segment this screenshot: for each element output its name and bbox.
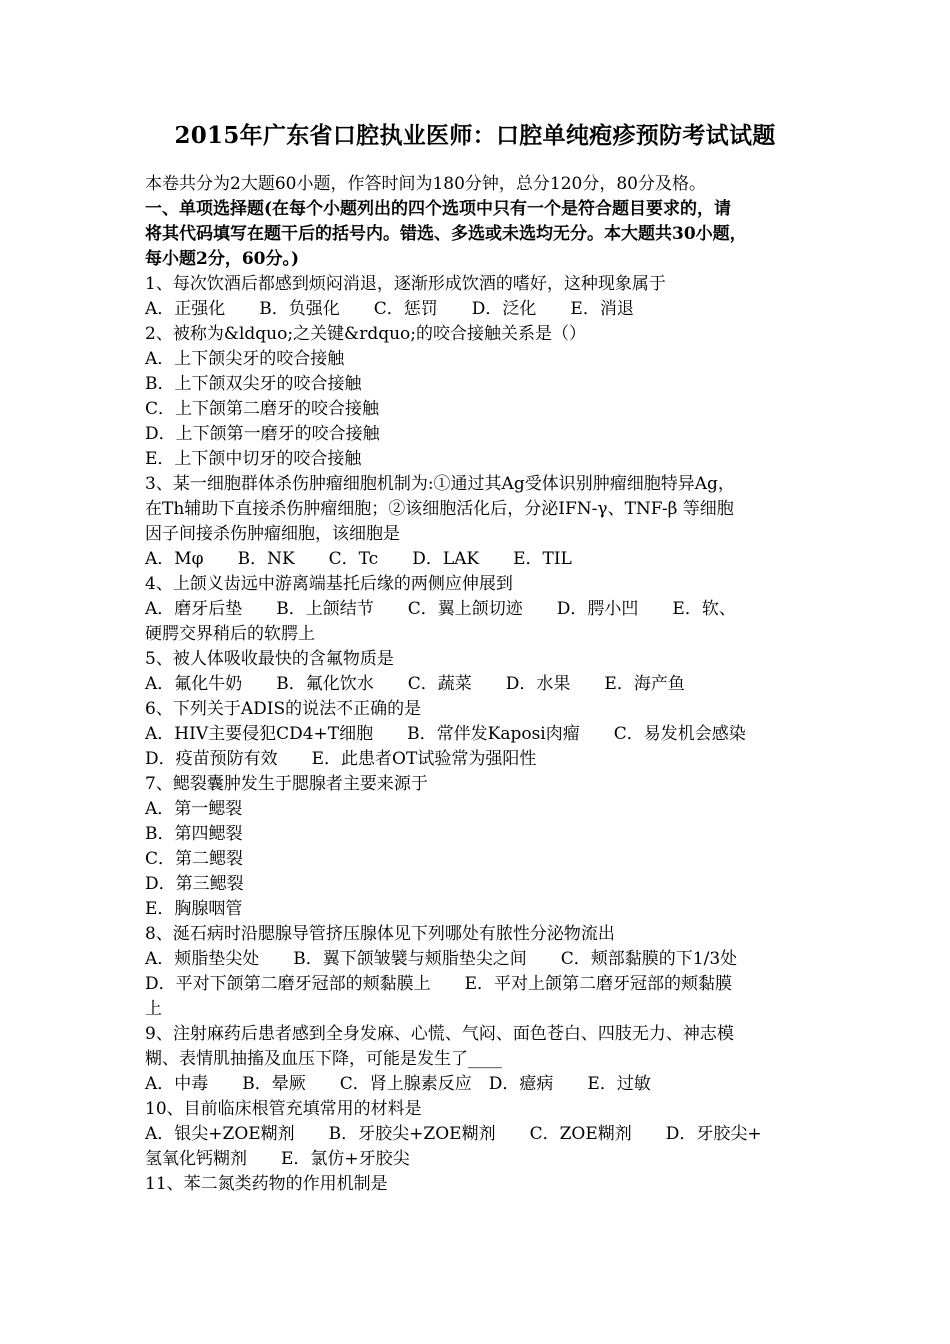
option-line: C．上下颌第二磨牙的咬合接触 [145, 399, 380, 419]
option-line: D．上下颌第一磨牙的咬合接触 [145, 424, 380, 444]
question-line: 1、每次饮酒后都感到烦闷消退，逐渐形成饮酒的嗜好，这种现象属于 [145, 274, 666, 294]
question-line: 2、被称为&ldquo;之关键&rdquo;的咬合接触关系是（） [145, 324, 586, 344]
option-line: B．上下颌双尖牙的咬合接触 [145, 374, 362, 394]
question-line: 10、目前临床根管充填常用的材料是 [145, 1099, 422, 1119]
section-heading-line: 一、单项选择题(在每个小题列出的四个选项中只有一个是符合题目要求的，请 [145, 199, 732, 219]
option-line: 硬腭交界稍后的软腭上 [145, 624, 315, 644]
option-line: C．第二鳃裂 [145, 849, 244, 869]
question-line: 5、被人体吸收最快的含氟物质是 [145, 649, 394, 669]
question-line: 7、鳃裂囊肿发生于腮腺者主要来源于 [145, 774, 428, 794]
option-line: A．Mφ B．NK C．Tc D．LAK E．TIL [145, 549, 572, 569]
document-title: 2015年广东省口腔执业医师：口腔单纯疱疹预防考试试题 [174, 122, 776, 149]
question-line: 在Th辅助下直接杀伤肿瘤细胞；②该细胞活化后，分泌IFN-γ、TNF-β 等细胞 [145, 499, 734, 519]
question-line: 11、苯二氮类药物的作用机制是 [145, 1174, 388, 1194]
option-line: A．上下颌尖牙的咬合接触 [145, 349, 345, 369]
option-line: E．胸腺咽管 [145, 899, 243, 919]
question-line: 6、下列关于ADIS的说法不正确的是 [145, 699, 422, 719]
option-line: B．第四鳃裂 [145, 824, 243, 844]
question-line: 8、涎石病时沿腮腺导管挤压腺体见下列哪处有脓性分泌物流出 [145, 924, 615, 944]
question-line: 糊、表情肌抽搐及血压下降，可能是发生了____ [145, 1049, 502, 1069]
intro-text: 本卷共分为2大题60小题，作答时间为180分钟，总分120分，80分及格。 [145, 174, 706, 194]
option-line: A．HIV主要侵犯CD4+T细胞 B．常伴发Kaposi肉瘤 C．易发机会感染 [145, 724, 746, 744]
option-line: D．第三鳃裂 [145, 874, 244, 894]
option-line: A．正强化 B．负强化 C．惩罚 D．泛化 E．消退 [145, 299, 634, 319]
question-line: 9、注射麻药后患者感到全身发麻、心慌、气闷、面色苍白、四肢无力、神志模 [145, 1024, 734, 1044]
question-line: 因子间接杀伤肿瘤细胞，该细胞是 [145, 524, 400, 544]
option-line: A．氟化牛奶 B．氟化饮水 C．蔬菜 D．水果 E．海产鱼 [145, 674, 685, 694]
section-heading-line: 每小题2分，60分。) [145, 249, 300, 269]
option-line: A．颊脂垫尖处 B．翼下颌皱襞与颊脂垫尖之间 C．颊部黏膜的下1/3处 [145, 949, 738, 969]
option-line: D．疫苗预防有效 E．此患者OT试验常为强阳性 [145, 749, 537, 769]
option-line: A．磨牙后垫 B．上颌结节 C．翼上颌切迹 D．腭小凹 E．软、 [145, 599, 736, 619]
question-line: 4、上颌义齿远中游离端基托后缘的两侧应伸展到 [145, 574, 513, 594]
section-heading-line: 将其代码填写在题干后的括号内。错选、多选或未选均无分。本大题共30小题， [145, 224, 747, 244]
option-line: E．上下颌中切牙的咬合接触 [145, 449, 362, 469]
question-line: 3、某一细胞群体杀伤肿瘤细胞机制为:①通过其Ag受体识别肿瘤细胞特异Ag， [145, 474, 735, 494]
option-line: A．第一鳃裂 [145, 799, 243, 819]
option-line: A．银尖+ZOE糊剂 B．牙胶尖+ZOE糊剂 C．ZOE糊剂 D．牙胶尖+ [145, 1124, 762, 1144]
option-line: D．平对下颌第二磨牙冠部的颊黏膜上 E．平对上颌第二磨牙冠部的颊黏膜 [145, 974, 733, 994]
option-line: 上 [145, 999, 162, 1019]
option-line: 氢氧化钙糊剂 E．氯仿+牙胶尖 [145, 1149, 410, 1169]
document-body [145, 172, 810, 1197]
option-line: A．中毒 B．晕厥 C．肾上腺素反应 D．癔病 E．过敏 [145, 1074, 651, 1094]
